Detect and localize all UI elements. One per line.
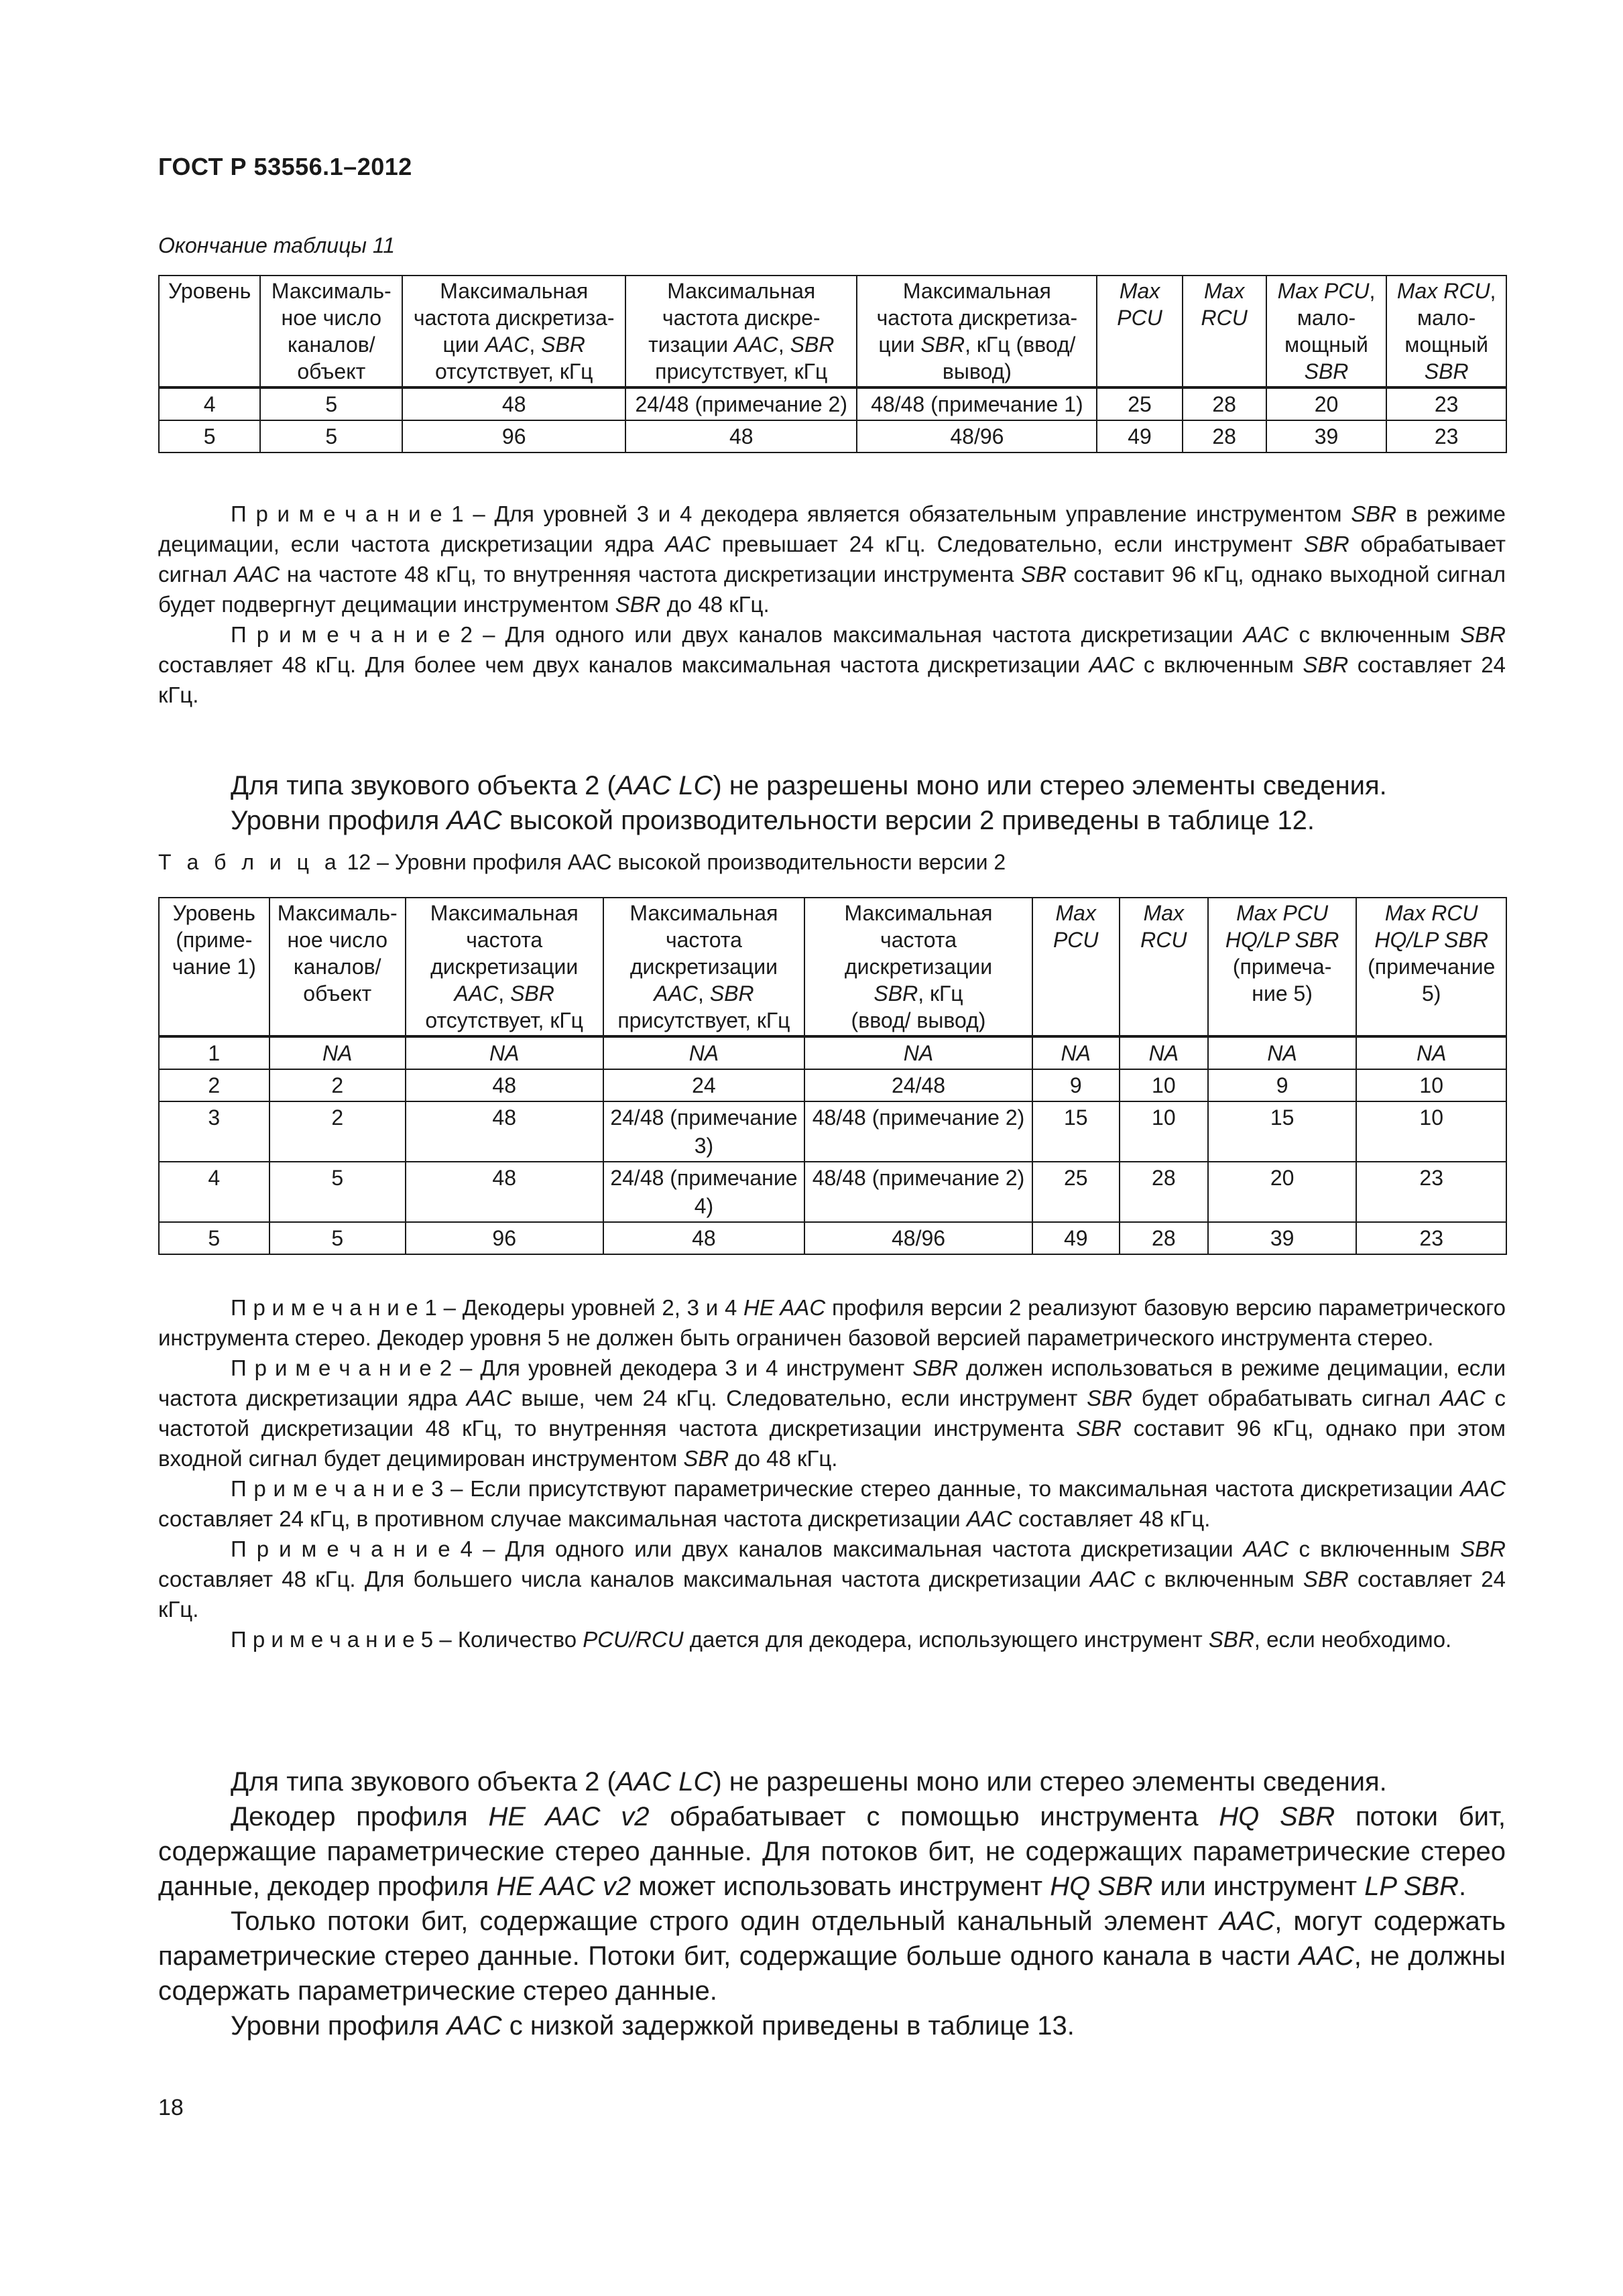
note-label: П р и м е ч а н и е	[231, 622, 450, 647]
table-12-cell: 15	[1032, 1101, 1120, 1162]
table-12-header-cell	[159, 898, 269, 1036]
table-11-header-line: присутствует, кГц	[655, 359, 828, 383]
table-11-cell: 28	[1183, 420, 1266, 452]
table-row	[159, 420, 1506, 452]
table-11-cell: 48/48 (примечание 1)	[857, 387, 1097, 420]
table-12-header-line: AAC, SBR	[454, 981, 554, 1006]
table-12-cell: 2	[159, 1069, 269, 1101]
table-11	[158, 275, 1507, 453]
note-label: П р и м е ч а н и е	[231, 1476, 424, 1501]
table-11-caption: Окончание таблицы 11	[158, 233, 396, 257]
body-paragraph: Для типа звукового объекта 2 (AAC LC) не разрешены моно или стерео элементы сведения.	[231, 1767, 1387, 1797]
table-12-cell: 15	[1208, 1101, 1357, 1162]
table-12-header-line: объект	[303, 981, 372, 1006]
table-11-body	[159, 387, 1506, 452]
table-11-header-line: ции AAC, SBR	[442, 333, 585, 357]
note-paragraph: П р и м е ч а н и е 4 – Для одного или двух каналов максимальная частота дискретизации AAC с включенным SBR составляет 48 кГц. Для большего числа каналов максимальная частота дискретизации AAC с включенным SBR составляет 24 кГц.	[158, 1536, 1506, 1622]
table-11-header-cell	[260, 276, 402, 387]
table-12-cell: NA	[804, 1036, 1032, 1069]
table-12-header-cell	[1032, 898, 1120, 1036]
table-11-header-line: SBR	[1304, 359, 1349, 383]
table-12-cell: 5	[159, 1222, 269, 1254]
table-12-header-line: Уровень	[172, 901, 255, 925]
table-12-cell: NA	[1356, 1036, 1506, 1069]
note-label: П р и м е ч а н и е	[231, 1536, 450, 1561]
table-11-header-line: Max RCU,	[1396, 279, 1496, 303]
table-11-header-line: Max	[1203, 279, 1245, 303]
body-paragraph: Декодер профиля HE AAC v2 обрабатывает с помощью инструмента HQ SBR потоки бит, содержащие параметрические стерео данные. Для потоков бит, не содержащих параметрические стерео данные, декодер профиля HE AAC v2 может использовать инструмент HQ SBR или инструмент LP SBR.	[158, 1802, 1506, 1901]
note-paragraph: П р и м е ч а н и е 2 – Для одного или двух каналов максимальная частота дискретизации AAC с включенным SBR составляет 48 кГц. Для более чем двух каналов максимальная частота дискретизации AAC с включенным SBR составляет 24 кГц.	[158, 622, 1506, 707]
note-paragraph: П р и м е ч а н и е 1 – Декодеры уровней 2, 3 и 4 HE AAC профиля версии 2 реализуют базовую версию параметрического инструмента стерео. Декодер уровня 5 не должен быть ограничен базовой версией параметрического инструмента стерео.	[158, 1295, 1506, 1350]
table-11-header-cell	[625, 276, 857, 387]
table-12-header-row	[159, 898, 1506, 1036]
table-12-cell: 96	[406, 1222, 603, 1254]
table-12-cell: 9	[1032, 1069, 1120, 1101]
table-11-cell: 5	[159, 420, 260, 452]
table-12-cell: NA	[1032, 1036, 1120, 1069]
table-12-header-cell	[406, 898, 603, 1036]
table-12-header-line: частота	[880, 928, 957, 952]
table-11-header-line: объект	[297, 359, 366, 383]
table-12-header-line: 5)	[1421, 981, 1441, 1006]
note-paragraph: П р и м е ч а н и е 2 – Для уровней декодера 3 и 4 инструмент SBR должен использоваться в режиме децимации, если частота дискретизации ядра AAC выше, чем 24 кГц. Следовательно, если инструмент SBR будет обрабатывать сигнал AAC с частотой дискретизации 48 кГц, то внутренняя частота дискретизации инструмента SBR составит 96 кГц, однако при этом входной сигнал будет децимирован инструментом SBR до 48 кГц.	[158, 1355, 1506, 1471]
table-12-header-line: (приме-	[176, 928, 253, 952]
table-11-notes	[158, 499, 1506, 710]
table-12-header-line: каналов/	[293, 955, 381, 979]
table-12-cell: 4	[159, 1162, 269, 1222]
table-11-cell: 39	[1266, 420, 1387, 452]
table-11-header-row	[159, 276, 1506, 387]
table-12-cell: 1	[159, 1036, 269, 1069]
table-11-cell: 48/96	[857, 420, 1097, 452]
table-11-header-line: ции SBR, кГц (ввод/	[878, 333, 1076, 357]
table-12-cell: NA	[1208, 1036, 1357, 1069]
table-11-header-line: PCU	[1117, 306, 1162, 330]
table-12-cell: NA	[603, 1036, 805, 1069]
table-11-header-line: Уровень	[168, 279, 251, 303]
table-12-cell: 9	[1208, 1069, 1357, 1101]
table-12-cell: 23	[1356, 1162, 1506, 1222]
table-12-cell: 5	[269, 1222, 406, 1254]
table-row	[159, 387, 1506, 420]
note-label: П р и м е ч а н и е	[231, 1355, 432, 1380]
table-11-header-line: RCU	[1201, 306, 1248, 330]
table-12-cell: 48/48 (примечание 2)	[804, 1162, 1032, 1222]
table-12-cell: 48/96	[804, 1222, 1032, 1254]
table-11-cell: 48	[402, 387, 625, 420]
table-12-cell: 20	[1208, 1162, 1357, 1222]
table-12-header-line: ное число	[287, 928, 387, 952]
table-11-cell: 20	[1266, 387, 1387, 420]
body-paragraph: Уровни профиля AAC высокой производительности версии 2 приведены в таблице 12.	[231, 806, 1315, 835]
table-row	[159, 1069, 1506, 1101]
table-12-header-line: дискретизации	[430, 955, 579, 979]
table-11-cell: 49	[1097, 420, 1182, 452]
table-12-header-line: дискретизации	[629, 955, 778, 979]
table-12-cell: 2	[269, 1101, 406, 1162]
table-11-header-line: отсутствует, кГц	[434, 359, 593, 383]
table-11-header-line: частота дискретиза-	[413, 306, 615, 330]
table-12-header-line: AAC, SBR	[654, 981, 754, 1006]
table-11-header-line: мощный	[1404, 333, 1488, 357]
table-11-header-line: Max PCU,	[1277, 279, 1376, 303]
table-12-cell: 10	[1356, 1069, 1506, 1101]
page-number: 18	[158, 2095, 184, 2120]
document-header-title: ГОСТ Р 53556.1–2012	[158, 153, 412, 180]
table-12-header-line: чание 1)	[172, 955, 256, 979]
table-12-cell: 39	[1208, 1222, 1357, 1254]
table-12-header-cell	[603, 898, 805, 1036]
table-12-cell: 49	[1032, 1222, 1120, 1254]
table-11-header-line: частота дискре-	[662, 306, 821, 330]
table-11-cell: 5	[260, 420, 402, 452]
table-12-header-line: Максимальная	[629, 901, 778, 925]
table-11-cell: 5	[260, 387, 402, 420]
table-11-header-line: Максималь-	[271, 279, 392, 303]
table-11-header-line: вывод)	[942, 359, 1012, 383]
table-12-cell: 5	[269, 1162, 406, 1222]
table-11-cell: 28	[1183, 387, 1266, 420]
table-11-cell: 48	[625, 420, 857, 452]
table-12-header-line: Максималь-	[277, 901, 398, 925]
table-12-header-cell	[1356, 898, 1506, 1036]
table-12-caption	[158, 850, 1006, 875]
note-paragraph: П р и м е ч а н и е 5 – Количество PCU/RCU дается для декодера, использующего инструмент SBR, если необходимо.	[231, 1627, 1452, 1652]
paragraph-block-1	[158, 768, 1506, 838]
note-label: П р и м е ч а н и е	[231, 501, 442, 526]
table-12-header-line: частота	[466, 928, 543, 952]
table-11-header-cell	[1386, 276, 1506, 387]
table-12-cell: 48	[406, 1069, 603, 1101]
table-12-header-line: HQ/LP SBR	[1374, 928, 1488, 952]
table-11-header-cell	[159, 276, 260, 387]
table-11-header-line: частота дискретиза-	[876, 306, 1078, 330]
table-12-header-line: отсутствует, кГц	[425, 1008, 583, 1032]
note-paragraph: П р и м е ч а н и е 1 – Для уровней 3 и 4 декодера является обязательным управление инструментом SBR в режиме децимации, если частота дискретизации ядра AAC превышает 24 кГц. Следовательно, если инструмент SBR обрабатывает сигнал AAC на частоте 48 кГц, то внутренняя частота дискретизации инструмента SBR составит 96 кГц, однако выходной сигнал будет подвергнут децимации инструментом SBR до 48 кГц.	[158, 501, 1506, 617]
table-11-cell: 24/48 (примечание 2)	[625, 387, 857, 420]
table-11-header-line: Максимальная	[667, 279, 816, 303]
table-12-caption-text: 12 – Уровни профиля AAC высокой производительности версии 2	[347, 850, 1006, 874]
table-12-header-line: PCU	[1053, 928, 1099, 952]
table-12-body	[159, 1036, 1506, 1254]
table-11-header-line: Max	[1119, 279, 1160, 303]
body-paragraph: Уровни профиля AAC с низкой задержкой приведены в таблице 13.	[231, 2011, 1075, 2041]
table-12-cell: 3	[159, 1101, 269, 1162]
table-12-header-line: Максимальная	[430, 901, 579, 925]
table-11-header-cell	[1183, 276, 1266, 387]
table-12-header-line: Максимальная	[844, 901, 993, 925]
table-12-header-line: Max PCU	[1236, 901, 1329, 925]
table-11-cell: 4	[159, 387, 260, 420]
table-12-cell: 24/48	[804, 1069, 1032, 1101]
table-12	[158, 897, 1507, 1255]
table-12-cell: 48/48 (примечание 2)	[804, 1101, 1032, 1162]
table-12-cell: 23	[1356, 1222, 1506, 1254]
table-12-header-cell	[1208, 898, 1357, 1036]
table-11-header-cell	[402, 276, 625, 387]
note-paragraph: П р и м е ч а н и е 3 – Если присутствуют параметрические стерео данные, то максимальная частота дискретизации AAC составляет 24 кГц, в противном случае максимальная частота дискретизации AAC составляет 48 кГц.	[158, 1476, 1506, 1531]
table-12-cell: 25	[1032, 1162, 1120, 1222]
table-12-cell: 2	[269, 1069, 406, 1101]
table-11-header-line: SBR	[1424, 359, 1469, 383]
table-11-header-line: тизации AAC, SBR	[648, 333, 835, 357]
body-paragraph: Для типа звукового объекта 2 (AAC LC) не разрешены моно или стерео элементы сведения.	[231, 771, 1387, 800]
note-label: П р и м е ч а н и е	[231, 1295, 418, 1320]
table-row	[159, 1101, 1506, 1162]
table-12-header-cell	[804, 898, 1032, 1036]
table-12-cell: NA	[269, 1036, 406, 1069]
table-12-header-line: SBR, кГц	[874, 981, 963, 1006]
table-12-header-line: ние 5)	[1252, 981, 1313, 1006]
table-12-header-cell	[269, 898, 406, 1036]
table-row	[159, 1162, 1506, 1222]
table-12-cell: 48	[603, 1222, 805, 1254]
table-11-header-cell	[857, 276, 1097, 387]
table-11-cell: 23	[1386, 420, 1506, 452]
table-12-cell: 24	[603, 1069, 805, 1101]
table-11-header-line: Максимальная	[902, 279, 1051, 303]
table-12-header-line: дискретизации	[844, 955, 993, 979]
table-11-header-line: мало-	[1417, 306, 1476, 330]
table-12-caption-label: Т а б л и ц а	[158, 850, 341, 874]
table-12-cell: NA	[1120, 1036, 1208, 1069]
table-12-header-line: RCU	[1140, 928, 1187, 952]
table-12-cell: 24/48 (примечание 4)	[603, 1162, 805, 1222]
table-11-header-cell	[1097, 276, 1182, 387]
table-12-header-cell	[1120, 898, 1208, 1036]
table-row	[159, 1222, 1506, 1254]
table-12-notes	[158, 1292, 1506, 1654]
table-12-header-line: (примеча-	[1232, 955, 1332, 979]
table-12-cell: 28	[1120, 1222, 1208, 1254]
table-11-header-cell	[1266, 276, 1387, 387]
paragraph-block-2	[158, 1764, 1506, 2043]
table-12-cell: 10	[1120, 1101, 1208, 1162]
table-12-header-line: Max	[1055, 901, 1096, 925]
table-12-header-line: (примечание	[1368, 955, 1496, 979]
table-12-cell: 24/48 (примечание 3)	[603, 1101, 805, 1162]
table-11-header-line: ное число	[281, 306, 382, 330]
table-11-header-line: мало-	[1297, 306, 1356, 330]
table-12-cell: 48	[406, 1162, 603, 1222]
table-12-cell: 10	[1356, 1101, 1506, 1162]
table-11-cell: 23	[1386, 387, 1506, 420]
table-row	[159, 1036, 1506, 1069]
table-11-header-line: мощный	[1284, 333, 1368, 357]
table-12-header-line: (ввод/ вывод)	[851, 1008, 986, 1032]
table-12-cell: 10	[1120, 1069, 1208, 1101]
table-12-cell: 28	[1120, 1162, 1208, 1222]
table-11-cell: 96	[402, 420, 625, 452]
table-12-header-line: Max RCU	[1384, 901, 1478, 925]
table-11-header-line: Максимальная	[440, 279, 589, 303]
body-paragraph: Только потоки бит, содержащие строго один отдельный канальный элемент AAC, могут содержать параметрические стерео данные. Потоки бит, содержащие больше одного канала в части AAC, не должны содержать параметрические стерео данные.	[158, 1907, 1506, 2006]
table-11-header-line: каналов/	[287, 333, 375, 357]
table-12-header-line: Max	[1143, 901, 1185, 925]
table-12-cell: 48	[406, 1101, 603, 1162]
note-label: П р и м е ч а н и е	[231, 1627, 415, 1652]
table-12-header-line: присутствует, кГц	[617, 1008, 790, 1032]
table-12-header-line: HQ/LP SBR	[1225, 928, 1339, 952]
table-11-cell: 25	[1097, 387, 1182, 420]
table-12-header-line: частота	[665, 928, 742, 952]
table-12-cell: NA	[406, 1036, 603, 1069]
